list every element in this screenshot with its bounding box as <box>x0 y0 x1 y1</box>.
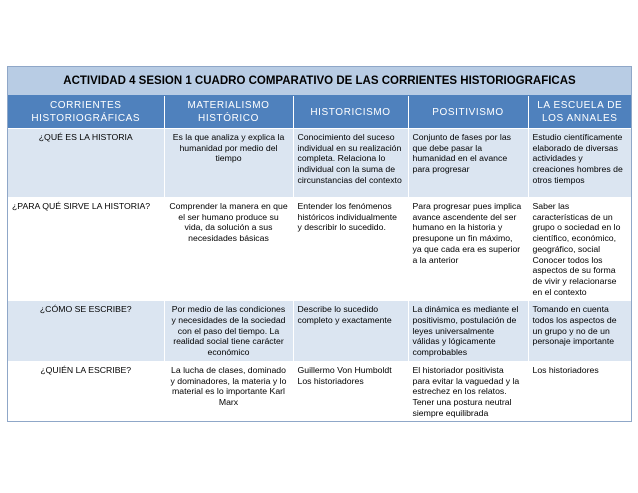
cell-annales: Los historiadores <box>528 361 631 421</box>
cell-positivismo: Para progresar pues implica avance ascendente del ser humano en la historia y presupone un fin máximo, ya que cada era es superior a la anterior <box>408 198 528 301</box>
cell-historicismo: Describe lo sucedido completo y exactamente <box>293 301 408 362</box>
comparison-table <box>7 66 632 422</box>
header-row <box>8 96 631 129</box>
cell-positivismo: El historiador positivista para evitar la vaguedad y la estrechez en los relatos. Tener una postura neutral siempre equilibrada <box>408 361 528 421</box>
row-question: ¿QUIÉN LA ESCRIBE? <box>8 361 164 421</box>
header-historicismo: HISTORICISMO <box>293 96 408 129</box>
cell-positivismo: La dinámica es mediante el positivismo, postulación de leyes universalmente válidas y lógicamente comprobables <box>408 301 528 362</box>
table-title: ACTIVIDAD 4 SESION 1 CUADRO COMPARATIVO DE LAS CORRIENTES HISTORIOGRAFICAS <box>8 67 631 96</box>
cell-materialismo: La lucha de clases, dominado y dominadores, la materia y lo material es lo importante Karl Marx <box>164 361 293 421</box>
header-positivismo: POSITIVISMO <box>408 96 528 129</box>
header-materialismo: MATERIALISMO HISTÓRICO <box>164 96 293 129</box>
row-question: ¿QUÉ ES LA HISTORIA <box>8 129 164 198</box>
header-corrientes: CORRIENTES HISTORIOGRÁFICAS <box>8 96 164 129</box>
table-row <box>8 198 631 301</box>
header-annales: LA ESCUELA DE LOS ANNALES <box>528 96 631 129</box>
table-row <box>8 129 631 198</box>
row-question: ¿PARA QUÉ SIRVE LA HISTORIA? <box>8 198 164 301</box>
cell-historicismo: Conocimiento del suceso individual en su realización completa. Relaciona lo individual con la suma de circunstancias del contexto <box>293 129 408 198</box>
cell-materialismo: Comprender la manera en que el ser humano produce su vida, da solución a sus necesidades básicas <box>164 198 293 301</box>
table-row <box>8 301 631 362</box>
cell-annales: Estudio científicamente elaborado de diversas actividades y creaciones hombres de otros tiempos <box>528 129 631 198</box>
cell-annales: Tomando en cuenta todos los aspectos de un grupo y no de un personaje importante <box>528 301 631 362</box>
cell-positivismo: Conjunto de fases por las que debe pasar la humanidad en el avance para progresar <box>408 129 528 198</box>
cell-historicismo: Guillermo Von Humboldt Los historiadores <box>293 361 408 421</box>
row-question: ¿CÓMO SE ESCRIBE? <box>8 301 164 362</box>
cell-materialismo: Es la que analiza y explica la humanidad por medio del tiempo <box>164 129 293 198</box>
cell-materialismo: Por medio de las condiciones y necesidades de la sociedad con el paso del tiempo. La realidad social tiene carácter económico <box>164 301 293 362</box>
cell-annales: Saber las características de un grupo o sociedad en lo científico, económico, geográfico, social Conocer todos los aspectos de su forma de vivir y relacionarse en el contexto <box>528 198 631 301</box>
comparison-grid <box>8 96 631 421</box>
table-row <box>8 361 631 421</box>
cell-historicismo: Entender los fenómenos históricos individualmente y describir lo sucedido. <box>293 198 408 301</box>
